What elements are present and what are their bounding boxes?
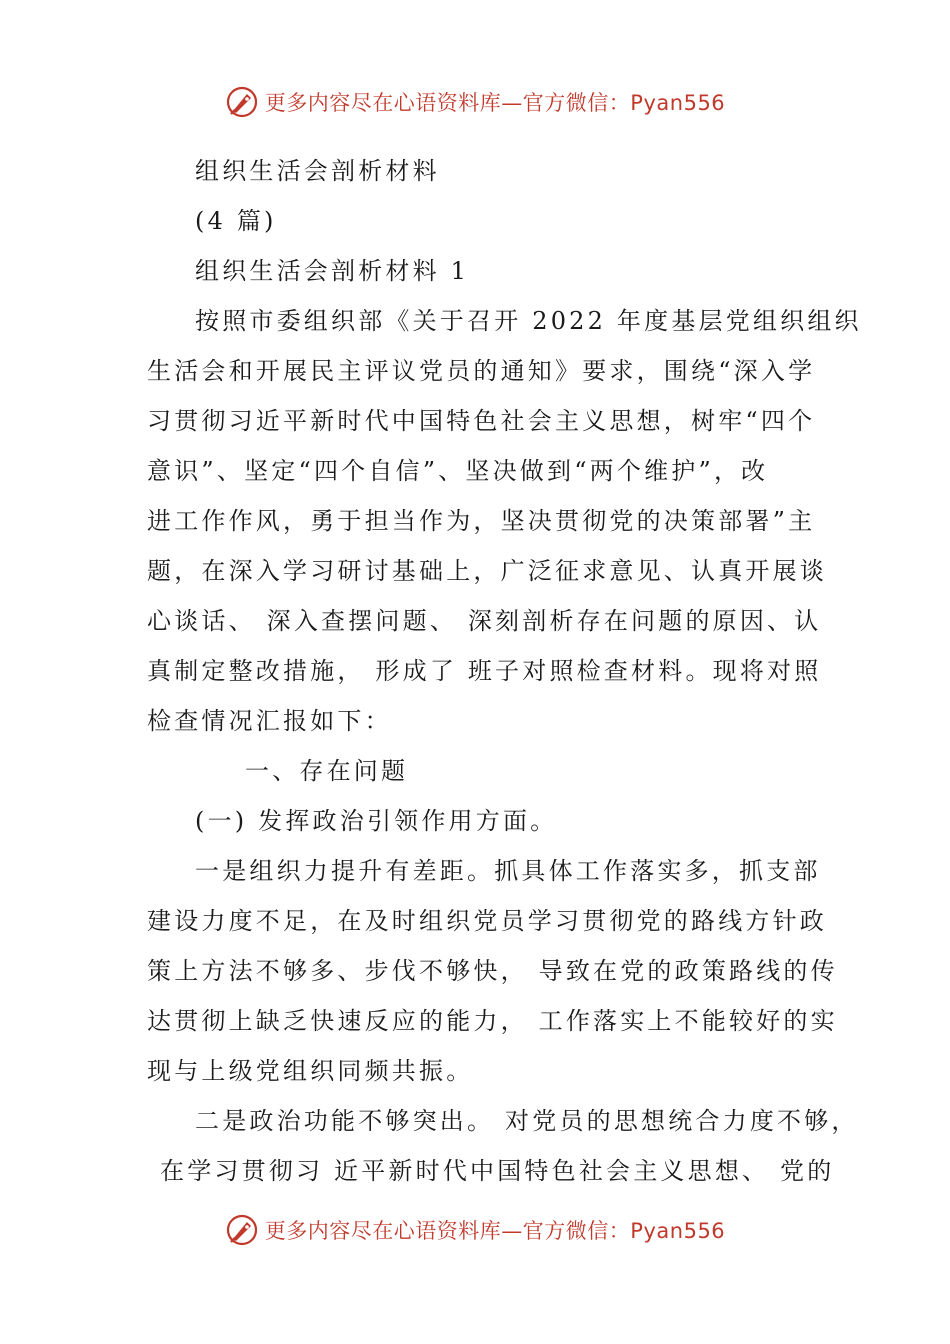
paragraph-line: 二是政治功能不够突出。 对党员的思想统合力度不够， <box>195 1107 859 1135</box>
paragraph-line: 在学习贯彻习 近平新时代中国特色社会主义思想、 党的 <box>160 1157 835 1185</box>
document-subtitle: (4 篇) <box>195 207 277 235</box>
heading-level-1: 一、存在问题 <box>245 757 409 785</box>
paragraph-line: 按照市委组织部《关于召开 2022 年度基层党组织组织 <box>195 307 862 335</box>
paragraph-line: 习贯彻习近平新时代中国特色社会主义思想，树牢“四个 <box>147 407 816 435</box>
paragraph-line: 真制定整改措施， 形成了 班子对照检查材料。现将对照 <box>147 657 822 685</box>
paragraph-line: 现与上级党组织同频共振。 <box>147 1057 474 1085</box>
watermark-banner-top <box>0 82 950 122</box>
paragraph-line: 检查情况汇报如下： <box>147 707 392 735</box>
paragraph-line: 策上方法不够多、步伐不够快， 导致在党的政策路线的传 <box>147 957 838 985</box>
paragraph-line: 建设力度不足，在及时组织党员学习贯彻党的路线方针政 <box>147 907 827 935</box>
paragraph-line: 生活会和开展民主评议党员的通知》要求，围绕“深入学 <box>147 357 816 385</box>
paragraph-line: 达贯彻上缺乏快速反应的能力， 工作落实上不能较好的实 <box>147 1007 838 1035</box>
paragraph-line: 题，在深入学习研讨基础上，广泛征求意见、认真开展谈 <box>147 557 827 585</box>
watermark-text: 更多内容尽在心语资料库—官方微信：Pyan556 <box>264 1219 726 1243</box>
heading-level-2: (一) 发挥政治引领作用方面。 <box>195 807 558 835</box>
paragraph-line: 进工作作风，勇于担当作为，坚决贯彻党的决策部署”主 <box>147 507 816 535</box>
section-title: 组织生活会剖析材料 1 <box>195 257 470 285</box>
paragraph-line: 心谈话、 深入查摆问题、 深刻剖析存在问题的原因、认 <box>147 607 822 635</box>
document-title: 组织生活会剖析材料 <box>195 157 440 185</box>
paragraph-line: 一是组织力提升有差距。抓具体工作落实多，抓支部 <box>195 857 821 885</box>
pen-nib-circle-icon <box>225 1213 259 1247</box>
watermark-text: 更多内容尽在心语资料库—官方微信：Pyan556 <box>264 91 726 115</box>
watermark-banner-bottom <box>0 1210 950 1250</box>
pen-nib-circle-icon <box>225 85 259 119</box>
paragraph-line: 意识”、坚定“四个自信”、坚决做到“两个维护”，改 <box>147 457 769 485</box>
